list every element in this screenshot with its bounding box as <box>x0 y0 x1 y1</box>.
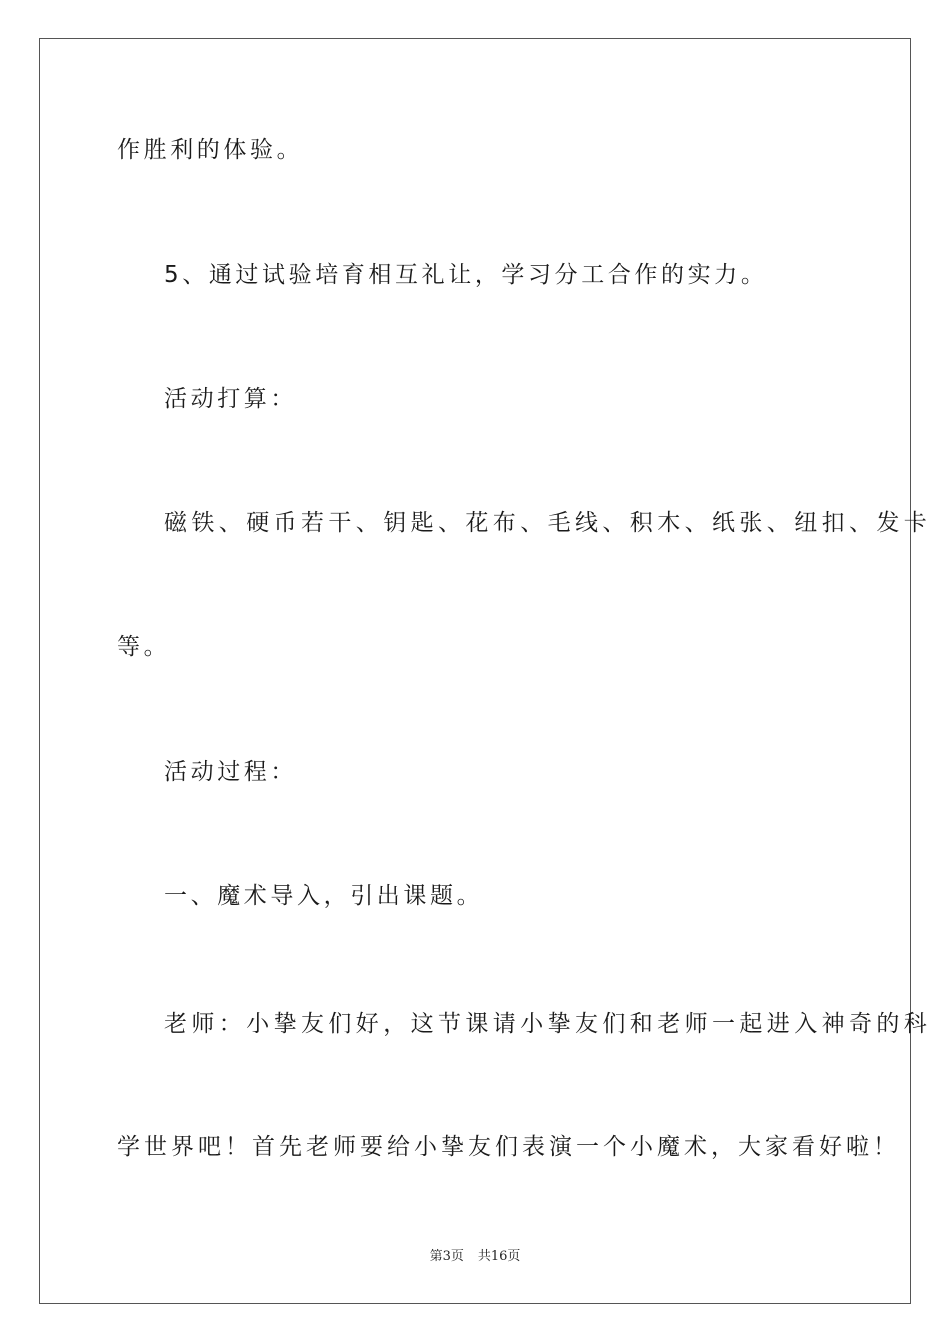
paragraph-line-2: 5、通过试验培育相互礼让，学习分工合作的实力。 <box>164 262 768 288</box>
section-heading-preparation: 活动打算： <box>164 386 297 412</box>
paragraph-line-teacher: 老师：小挚友们好，这节课请小挚友们和老师一起进入神奇的科 <box>164 1011 932 1037</box>
page-border <box>39 38 911 1304</box>
page-number: 第3页 <box>429 1249 464 1264</box>
paragraph-line-materials-cont: 等。 <box>117 634 171 660</box>
paragraph-line-1: 作胜利的体验。 <box>117 137 304 163</box>
step-heading-1: 一、魔术导入，引出课题。 <box>164 883 484 909</box>
paragraph-line-materials: 磁铁、硬币若干、钥匙、花布、毛线、积木、纸张、纽扣、发卡 <box>164 510 932 536</box>
page-total: 共16页 <box>477 1249 521 1264</box>
page-footer <box>0 1248 950 1266</box>
section-heading-process: 活动过程： <box>164 759 297 785</box>
paragraph-line-teacher-cont: 学世界吧！首先老师要给小挚友们表演一个小魔术，大家看好啦！ <box>117 1134 900 1160</box>
